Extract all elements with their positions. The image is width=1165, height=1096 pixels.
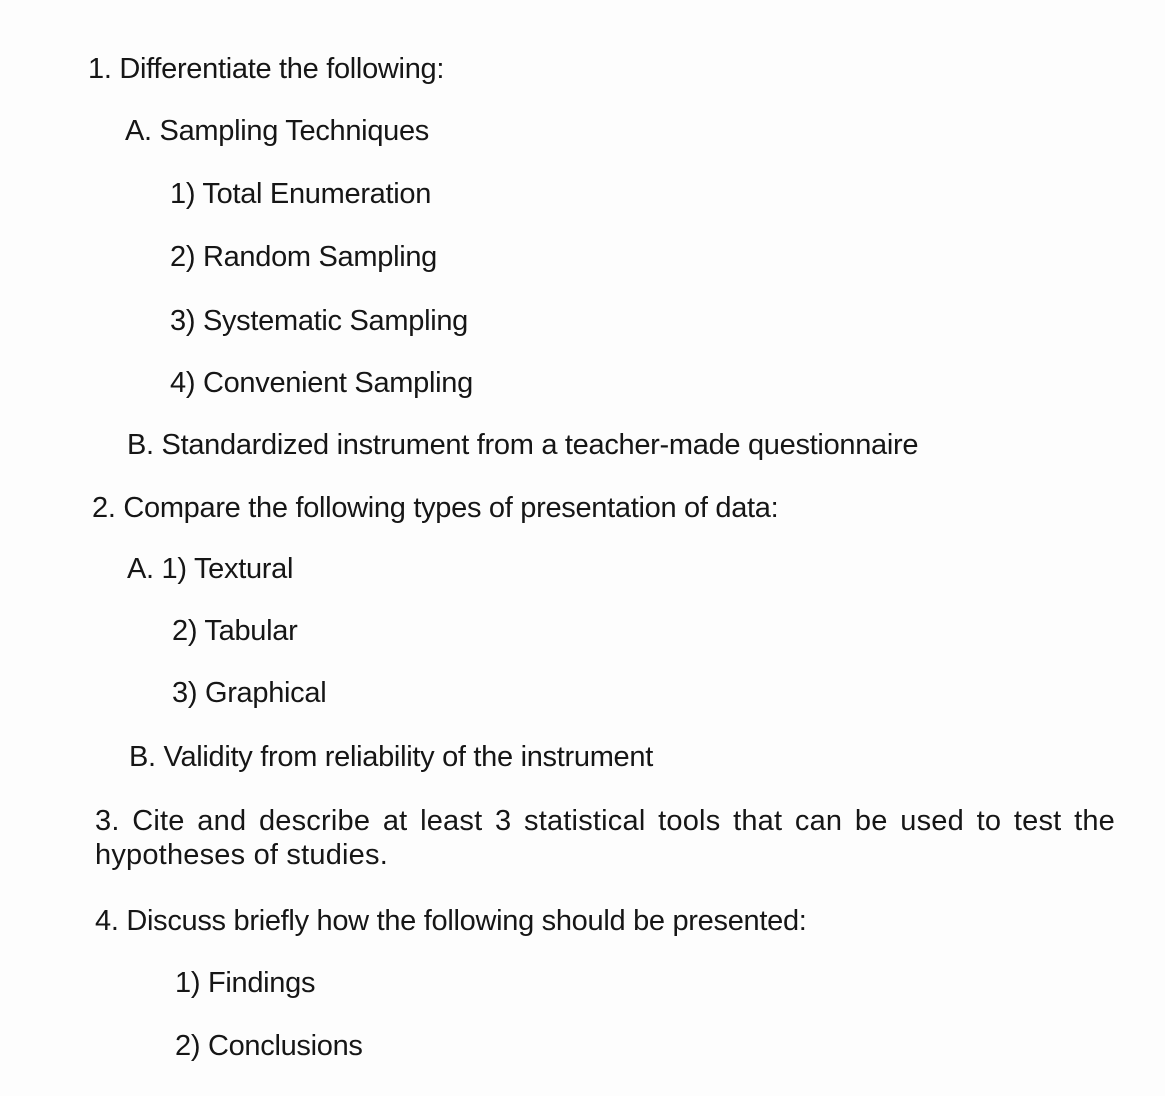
question-4-item-2: 2) Conclusions — [175, 1030, 363, 1062]
question-1-a-item-4: 4) Convenient Sampling — [170, 367, 473, 399]
question-2-section-a: A. 1) Textural — [127, 553, 294, 585]
question-2-a-item-3: 3) Graphical — [172, 677, 327, 709]
question-1-a-item-2: 2) Random Sampling — [170, 241, 438, 273]
question-1-section-b: B. Standardized instrument from a teacher-made questionnaire — [127, 429, 919, 461]
question-2-section-b: B. Validity from reliability of the instrument — [129, 741, 653, 773]
question-1-section-a: A. Sampling Techniques — [125, 115, 430, 147]
question-4-item-1: 1) Findings — [175, 967, 316, 999]
question-1-a-item-3: 3) Systematic Sampling — [170, 305, 469, 337]
question-4: 4. Discuss briefly how the following should be presented: — [95, 905, 807, 937]
question-3: 3. Cite and describe at least 3 statistical tools that can be used to test the hypotheses of studies. — [95, 805, 1115, 871]
question-2-a-item-2: 2) Tabular — [172, 615, 298, 647]
question-2: 2. Compare the following types of presentation of data: — [92, 492, 779, 524]
question-1-a-item-1: 1) Total Enumeration — [170, 178, 432, 210]
question-1: 1. Differentiate the following: — [88, 53, 445, 85]
